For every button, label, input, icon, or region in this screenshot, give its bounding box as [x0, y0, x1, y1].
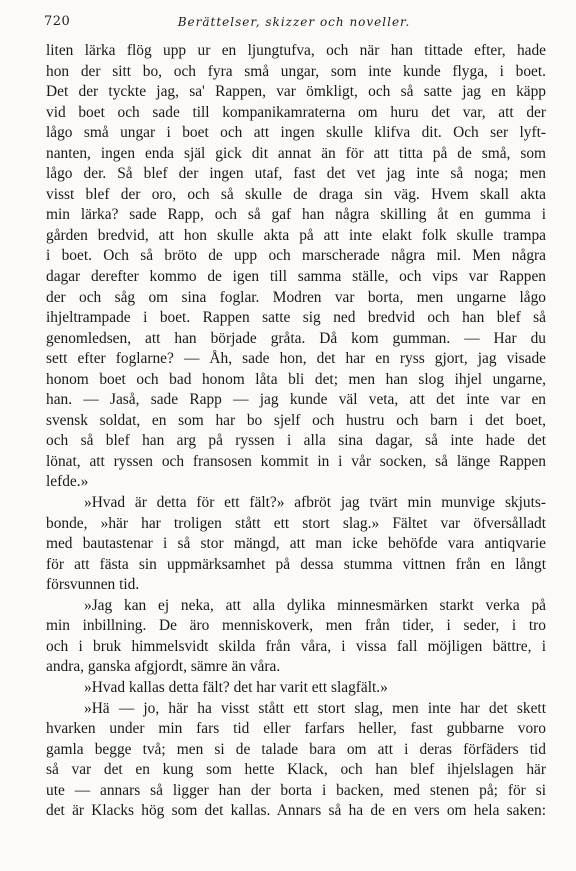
text-line: »Hvad kallas detta fält? det har varit ett slagfält.»	[84, 678, 388, 696]
text-line: svensk soldat, en som har bo sjelf och hustru och barn i det boet,	[46, 411, 546, 429]
text-line: försvunnen tid.	[46, 576, 140, 594]
text-line: gamla begge två; men si de talade bara om att i deras förfäders tid	[46, 740, 546, 758]
text-line: han. — Jaså, sade Rapp — jag kunde väl veta, att det inte var en	[46, 391, 546, 409]
text-line: lågo der. Så blef der ingen utaf, fast det vet jag inte så noga; men	[46, 165, 546, 183]
text-line: det är Klacks hög som det kallas. Annars så ha de en vers om hela saken:	[46, 802, 546, 820]
text-line: »Hvad är detta för ett fält?» afbröt jag tvärt min munvige skjuts-	[84, 494, 546, 512]
text-line: för att fästa sin uppmärksamhet på dessa stumma vittnen från en långt	[46, 555, 546, 573]
text-line: andra, ganska afgjordt, sämre än våra.	[46, 658, 281, 676]
text-line: med bautastenar i så stor mängd, att man icke behöfde vara antiqvarie	[46, 535, 546, 553]
text-line: sett efter foglarne? — Åh, sade hon, det har en ryss gjort, jag visade	[46, 350, 546, 368]
text-line: bonde, »här har troligen stått ett stort slag.» Fältet var öfversålladt	[46, 514, 546, 532]
text-line: vid boet och sade till kompanikamraterna om huru det var, att der	[46, 103, 546, 121]
text-line: så var det en kung som hette Klack, och han blef ihjelslagen här	[46, 761, 546, 779]
text-line: honom boet och bad honom låta bli det; men han slog ihjel ungarne,	[46, 370, 546, 388]
text-line: visst blef der oro, och så skulle de draga sin väg. Hvem skall akta	[46, 185, 546, 203]
text-line: och så blef han arg på ryssen i alla sina dagar, så inte hade det	[46, 432, 546, 450]
text-line: dagar derefter kommo de igen till samma ställe, och vips var Rappen	[46, 268, 546, 286]
text-line: ihjeltrampade i boet. Rappen satte sig ned bredvid och han blef så	[46, 309, 546, 327]
page-number: 720	[44, 14, 71, 29]
text-line: nanten, ingen enda själ gick dit annat än för att titta på de små, som	[46, 144, 546, 162]
running-title: Berättelser, skizzer och noveller.	[177, 15, 411, 29]
text-line: ute — annars så ligger han der borta i backen, med stenen på; för si	[46, 781, 546, 799]
text-line: liten lärka flög upp ur en ljungtufva, och när han tittade efter, hade	[46, 42, 546, 59]
text-line: hvarken under min fars tid eller farfars heller, fast gubbarne voro	[46, 720, 546, 738]
text-line: lågo små ungar i boet och att ingen skulle klifva dit. Och ser lyft-	[46, 124, 546, 142]
text-line: lönat, att ryssen och fransosen kommit in i vår socken, så länge Rappen	[46, 452, 546, 470]
text-line: hon der sitt bo, och fyra små ungar, som inte kunde flyga, i boet.	[46, 62, 546, 80]
text-line: genomledsen, att han började gråta. Då kom gumman. — Har du	[46, 329, 546, 347]
body-text	[46, 41, 546, 822]
text-line: min inbillning. De äro menniskoverk, men från tider, i seder, i tro	[46, 617, 546, 635]
text-line: lefde.»	[46, 473, 89, 491]
text-line: Det der tyckte jag, sa' Rappen, var ömkligt, och så satte jag en käpp	[46, 83, 546, 101]
text-line: der och såg om sina foglar. Modren var borta, men ungarne lågo	[46, 288, 546, 306]
text-line: »Jag kan ej neka, att alla dylika minnesmärken starkt verka på	[84, 596, 546, 614]
running-head	[44, 14, 544, 34]
text-line: i boet. Och så bröto de upp och marscherade några mil. Men några	[46, 247, 546, 265]
text-line: »Hä — jo, här ha visst stått ett stort slag, men inte har det skett	[84, 699, 546, 717]
text-line: gården bredvid, att hon skulle akta på att inte elakt folk skulle trampa	[46, 226, 546, 244]
text-line: och i bruk himmelsvidt skilda från våra, i vissa fall möjligen bättre, i	[46, 637, 546, 655]
text-line: min lärka? sade Rapp, och så gaf han några skilling åt en gumma i	[46, 206, 546, 224]
